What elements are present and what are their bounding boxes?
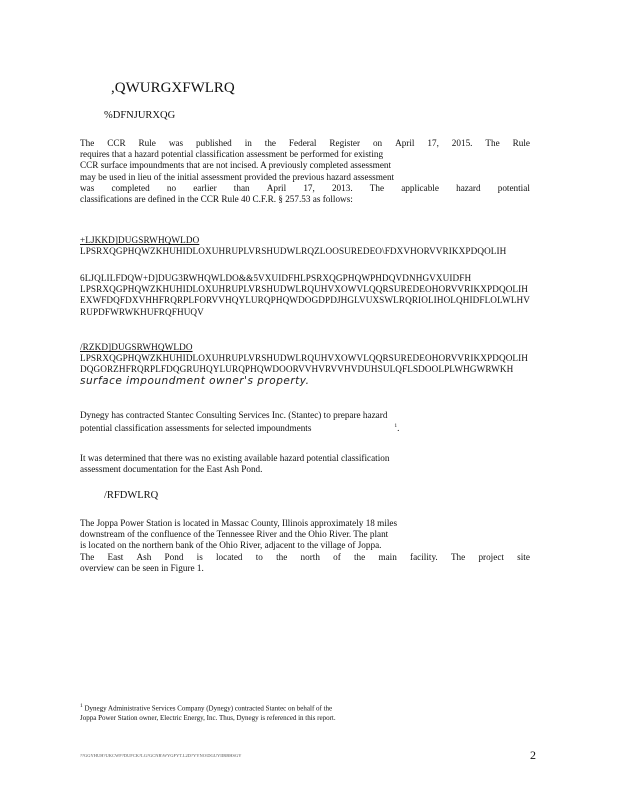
text-line: DQGORZHFRQRPLFDQGRUHQYLURQPHQWDOORVVHVRVVHVDUHSULQFLSDOOLPLWHGWRWKH [80,364,514,375]
word: earlier [193,182,217,193]
word: was [168,138,184,148]
word: site [517,551,530,562]
word: the [276,551,288,562]
word: is [196,551,203,562]
word: The [80,138,95,148]
text-line: The Joppa Power Station is located in Massac County, Illinois approximately 18 miles [80,518,398,528]
text-line: assessment documentation for the East Ash Pond. [80,464,263,475]
word: than [233,182,250,193]
footnote-line: Joppa Power Station owner, Electric Energy, Inc. Thus, Dynegy is referenced in this report. [80,714,336,723]
text-line: It was determined that there was no existing available hazard potential classification [80,453,390,463]
text-line: potential classification assessments for selected impoundments $^1$. [80,423,400,434]
text-line: LPSRXQGPHQWZKHUHIDLOXUHRUPLVRSHUDWLRQUHVXOWVLQQRSUREDEOHORVVRIKXPDQOLIH [80,353,529,364]
word: 17, [427,138,439,148]
text-span: Dynegy Administrative Services Company (Dynegy) contracted Stantec on behalf of the [82,704,333,713]
word: published [196,138,232,148]
word: April [266,182,287,193]
text-line: CCR surface impoundments that are not incised. A previously completed assessment [80,160,392,171]
word: Ash [136,551,152,562]
page-number: 2 [530,748,536,762]
text-line: downstream of the confluence of the Tennessee River and the Ohio River. The plant [80,529,389,540]
footnote-ref: 1 [394,423,398,430]
paragraph-location [80,518,530,574]
word: applicable [401,182,439,193]
subheading-background: %DFNJURXQG [104,110,176,121]
word: 2013. [331,182,353,193]
text-line: RUPDFWRWKHUFRQFHUQV [80,306,204,317]
word: The [485,138,500,148]
text-line: Dynegy has contracted Stantec Consulting Services Inc. (Stantec) to prepare hazard [80,410,388,420]
word: Rule [512,138,530,148]
paragraph-ccr-rule [80,138,530,205]
definition-term: /RZKD]DUGSRWHQWLDO [80,342,193,352]
text-line: requires that a hazard potential classification assessment be performed for existing [80,149,384,160]
word: potential [497,182,530,193]
subheading-location: /RFDWLRQ [104,490,159,501]
word: main [378,551,397,562]
text-line: may be used in lieu of the initial assessment provided the previous hazard assessment [80,171,395,182]
text-line: classifications are defined in the CCR Rule 40 C.F.R. § 257.53 as follows: [80,194,353,205]
section-heading: ,QWURGXFWLRQ [111,80,235,96]
text-line: overview can be seen in Figure 1. [80,562,204,573]
word: Register [329,138,361,148]
word: on [372,138,383,148]
word: no [166,182,177,193]
paragraph-existing [80,453,530,475]
word: April [395,138,415,148]
word: the [264,138,276,148]
text-line: LPSRXQGPHQWZKHUHIDLOXUHRUPLVRSHUDWLRQUHVXOWVLQQRSUREDEOHORVVRIKXPDQOLIH [80,284,529,295]
word: of [333,551,341,562]
word: East [107,551,124,562]
justified-line [80,183,530,194]
word: north [300,551,320,562]
footnote [80,701,336,723]
word: 17, [303,182,315,193]
word: Rule [138,138,156,148]
word: hazard [456,182,481,193]
word: 2015. [451,138,473,148]
text-line: 6LJQLILFDQW+D]DUG3RWHQWLDO&&5VXUIDFHLPSRXQGPHQWPHDQVDNHGVXUIDFH [80,273,472,283]
word: the [354,551,366,562]
word: facility. [410,551,438,562]
word: in [244,138,252,148]
definition-significant-hazard [80,273,530,318]
word: project [478,551,504,562]
word: to [255,551,263,562]
footnote-marker: 1 [80,703,83,709]
text-line: EXWFDQFDXVHHFRQRPLFORVVHQYLURQPHQWDOGDPDJHGLVUXSWLRQRIOLIHOLQHIDFLOLWLHV [80,295,531,306]
justified-line [80,552,530,563]
footnote-line [80,701,336,713]
word: The [80,551,95,562]
justified-line [80,138,530,149]
word: The [369,182,385,193]
text-line: surface impoundment owner's property. [80,374,310,387]
text-line: LPSRXQGPHQWZKHUHIDLOXUHRUPLVRSHUDWLRQZLOOSUREDEO\FDXVHORVVRIKXPDQOLIH [80,246,507,257]
text-line: is located on the northern bank of the Ohio River, adjacent to the village of Joppa. [80,540,382,551]
definition-term: +LJKKD]DUGSRWHQWLDO [80,235,200,245]
definition-high-hazard [80,235,530,257]
paragraph-dynegy [80,410,530,434]
word: CCR [107,138,126,148]
running-footer: ??GGYHUH?UKCWF?DUFCK?LG?GCNR\WYGFYT.L2D?YYNO\DGUYIIRBHSGY [80,753,242,758]
word: Federal [288,138,317,148]
word: completed [111,182,150,193]
word: located [216,551,243,562]
definition-low-hazard [80,342,530,387]
text-span: potential classification assessments for selected impoundments [80,423,312,434]
word: Pond [164,551,184,562]
word: The [450,551,466,562]
word: was [80,182,95,193]
